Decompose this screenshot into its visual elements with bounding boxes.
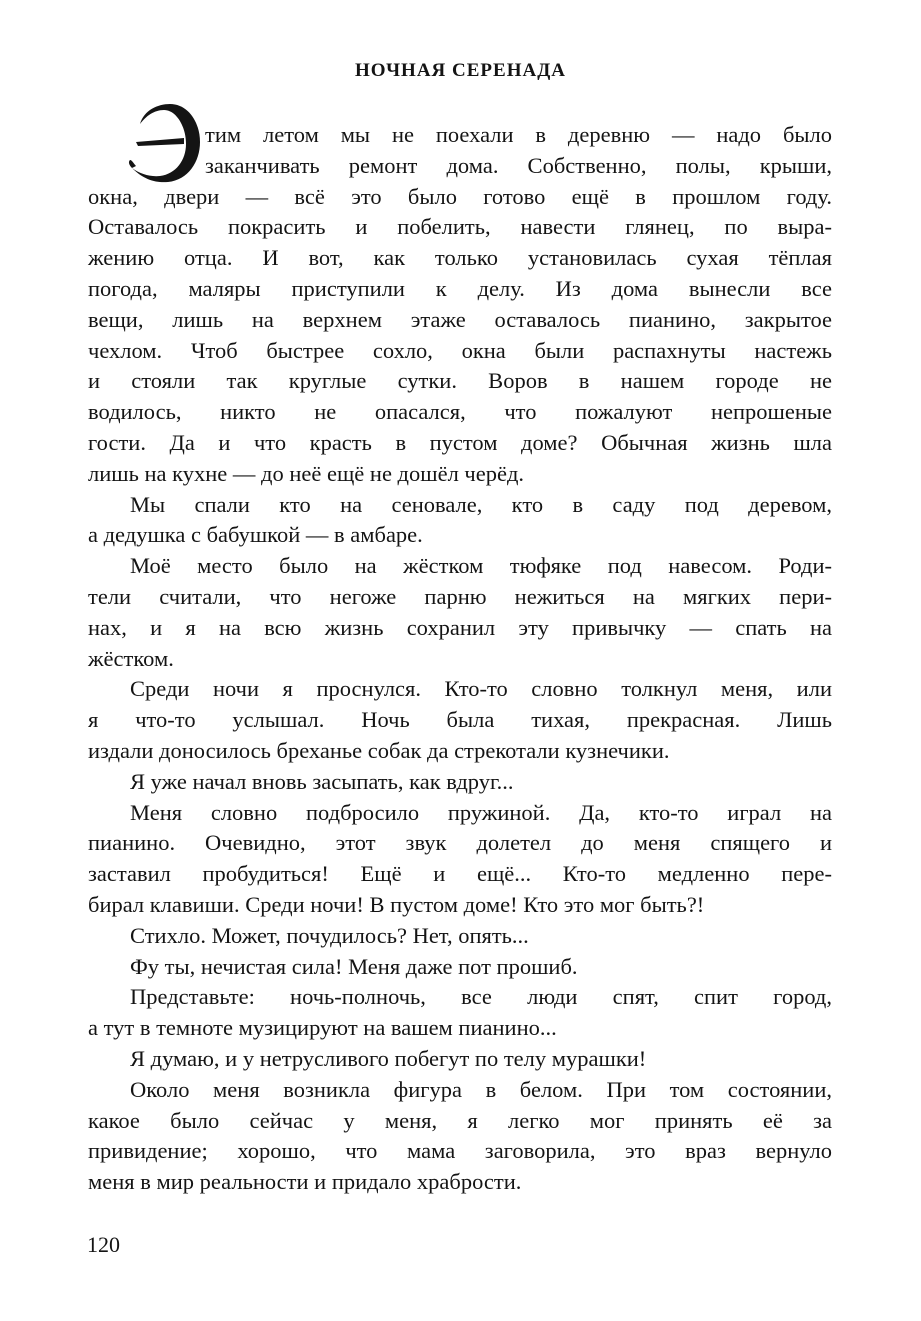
text-line: водилось, никто не опасался, что пожалуют непрошеные <box>88 399 832 425</box>
text-line: Стихло. Может, почудилось? Нет, опять... <box>130 922 529 948</box>
page-number: 120 <box>87 1232 120 1257</box>
text-line: Представьте: ночь-полночь, все люди спят, спит город, <box>130 984 832 1010</box>
text-line: вещи, лишь на верхнем этаже оставалось пианино, закрытое <box>88 306 832 332</box>
text-line: погода, маляры приступили к делу. Из дома вынесли все <box>88 275 832 301</box>
text-line: тели считали, что негоже парню нежиться на мягких пери- <box>88 583 832 609</box>
text-line: Я уже начал вновь засыпать, как вдруг... <box>130 768 514 794</box>
text-line: тим летом мы не поехали в деревню — надо было <box>205 122 832 147</box>
text-line: Около меня возникла фигура в белом. При том состоянии, <box>130 1076 832 1102</box>
text-line: лишь на кухне — до неё ещё не дошёл черёд. <box>88 460 525 486</box>
text-line: жению отца. И вот, как только установилась сухая тёплая <box>88 245 832 271</box>
text-line: Меня словно подбросило пружиной. Да, кто-то играл на <box>130 799 832 825</box>
text-line: Фу ты, нечистая сила! Меня даже пот прошиб. <box>130 953 578 979</box>
text-line: а дедушка с бабушкой — в амбаре. <box>88 522 423 548</box>
text-line: Оставалось покрасить и побелить, навести глянец, по выра- <box>88 214 832 240</box>
text-line: а тут в темноте музицируют на вашем пианино... <box>88 1015 557 1041</box>
body-text <box>88 120 832 1198</box>
text-line: Мы спали кто на сеновале, кто в саду под деревом, <box>130 491 832 517</box>
text-line: заставил пробудиться! Ещё и ещё... Кто-то медленно пере- <box>88 861 832 887</box>
text-line: окна, двери — всё это было готово ещё в прошлом году. <box>88 183 832 209</box>
text-line: чехлом. Чтоб быстрее сохло, окна были распахнуты настежь <box>88 337 832 363</box>
text-line: гости. Да и что красть в пустом доме? Обычная жизнь шла <box>88 429 832 455</box>
text-line: какое было сейчас у меня, я легко мог принять её за <box>88 1107 832 1133</box>
text-line: Моё место было на жёстком тюфяке под навесом. Роди- <box>130 553 832 579</box>
text-line: жёстком. <box>88 645 174 671</box>
text-line: и стояли так круглые сутки. Воров в нашем городе не <box>88 368 832 394</box>
text-line: Я думаю, и у нетрусливого побегут по телу мурашки! <box>130 1045 647 1071</box>
text-line: Среди ночи я проснулся. Кто-то словно толкнул меня, или <box>130 676 832 702</box>
text-line: я что-то услышал. Ночь была тихая, прекрасная. Лишь <box>88 707 832 733</box>
text-line: бирал клавиши. Среди ночи! В пустом доме! Кто это мог быть?! <box>88 891 705 917</box>
text-line: нах, и я на всю жизнь сохранил эту привычку — спать на <box>88 614 832 640</box>
text-line: привидение; хорошо, что мама заговорила, это враз вернуло <box>88 1138 832 1164</box>
chapter-title: НОЧНАЯ СЕРЕНАДА <box>355 60 566 81</box>
text-line: пианино. Очевидно, этот звук долетел до меня спящего и <box>88 830 832 856</box>
text-line: меня в мир реальности и придало храбрости. <box>88 1169 522 1195</box>
text-line: издали доносилось бреханье собак да стрекотали кузнечики. <box>88 737 670 763</box>
text-line: заканчивать ремонт дома. Собственно, полы, крыши, <box>205 152 832 178</box>
